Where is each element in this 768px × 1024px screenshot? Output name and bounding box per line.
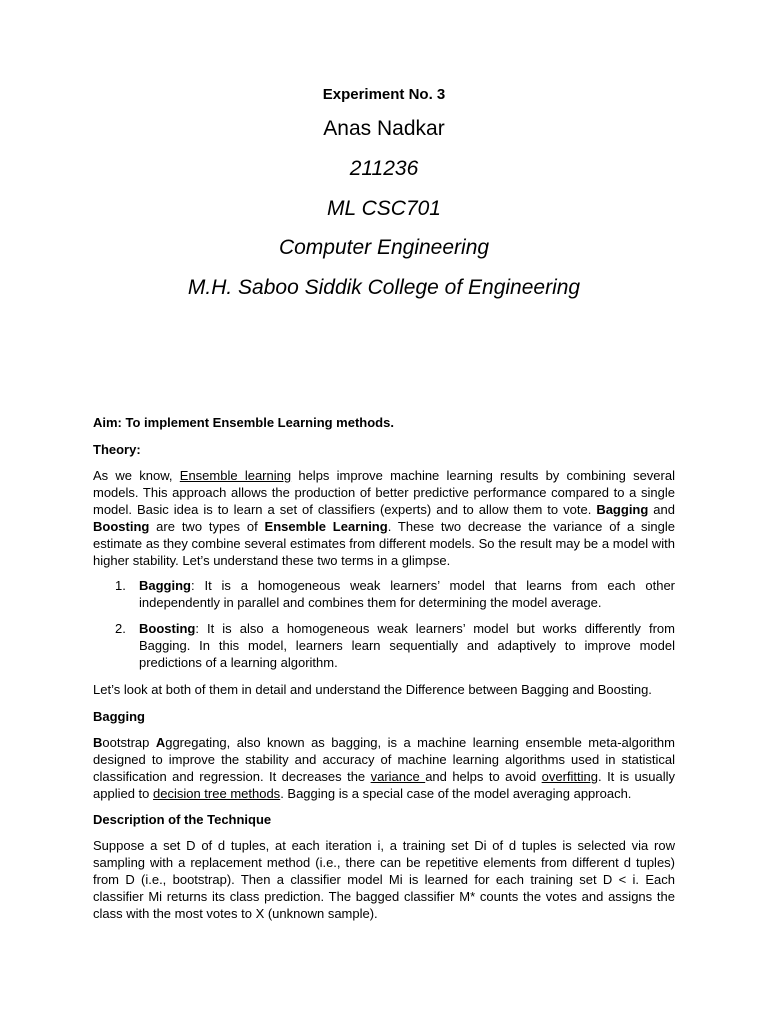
list-item: 2. Boosting: It is also a homogeneous weak learners’ model but works differently from Bagging. In this model, learners learn sequentially and adaptively to improve model predictions of a learning algorithm. xyxy=(115,621,675,670)
decision-tree-link[interactable]: decision tree methods xyxy=(153,786,281,801)
bagging-heading: Bagging xyxy=(93,709,145,724)
technique-heading: Description of the Technique xyxy=(93,812,272,827)
college-name: M.H. Saboo Siddik College of Engineering xyxy=(187,276,581,299)
overfitting-link[interactable]: overfitting xyxy=(541,769,599,784)
theory-heading: Theory: xyxy=(93,442,141,457)
experiment-number: Experiment No. 3 xyxy=(322,86,446,103)
ensemble-learning-link[interactable]: Ensemble learning xyxy=(179,468,292,483)
ensemble-types-list xyxy=(93,577,675,680)
aim-line: Aim: To implement Ensemble Learning methods. xyxy=(93,415,394,430)
bagging-paragraph: Bootstrap Aggregating, also known as bagging, is a machine learning ensemble meta-algorithm designed to improve the stability and accuracy of machine learning algorithms used in statistical classification and regression. It decreases the variance and helps to avoid overfitting. It is usually applied to decision tree methods. Bagging is a special case of the model averaging approach. xyxy=(93,735,676,801)
variance-link[interactable]: variance xyxy=(370,769,426,784)
department: Computer Engineering xyxy=(278,236,490,259)
subject-code: ML CSC701 xyxy=(326,197,441,220)
intro-paragraph: As we know, Ensemble learning helps improve machine learning results by combining several models. This approach allows the production of better predictive performance compared to a single model. Basic idea is to learn a set of classifiers (experts) and to allow them to vote. Bagging and Boosting are two types of Ensemble Learning. These two decrease the variance of a single estimate as they combine several estimates from different models. So the result may be a model with higher stability. Let’s understand these two terms in a glimpse. xyxy=(93,468,675,568)
technique-paragraph: Suppose a set D of d tuples, at each iteration i, a training set Di of d tuples is selected via row sampling with a replacement method (i.e., there can be repetitive elements from different d tuples) from D (i.e., bootstrap). Then a classifier model Mi is learned for each training set D < i. Each classifier Mi returns its class prediction. The bagged classifier M* counts the votes and assigns the class with the most votes to X (unknown sample). xyxy=(93,838,675,921)
roll-number: 211236 xyxy=(349,157,419,180)
compare-line: Let’s look at both of them in detail and understand the Difference between Bagging and Boosting. xyxy=(93,682,652,697)
list-item: 1. Bagging: It is a homogeneous weak learners’ model that learns from each other independently in parallel and combines them for determining the model average. xyxy=(115,578,675,610)
student-name: Anas Nadkar xyxy=(323,117,445,140)
